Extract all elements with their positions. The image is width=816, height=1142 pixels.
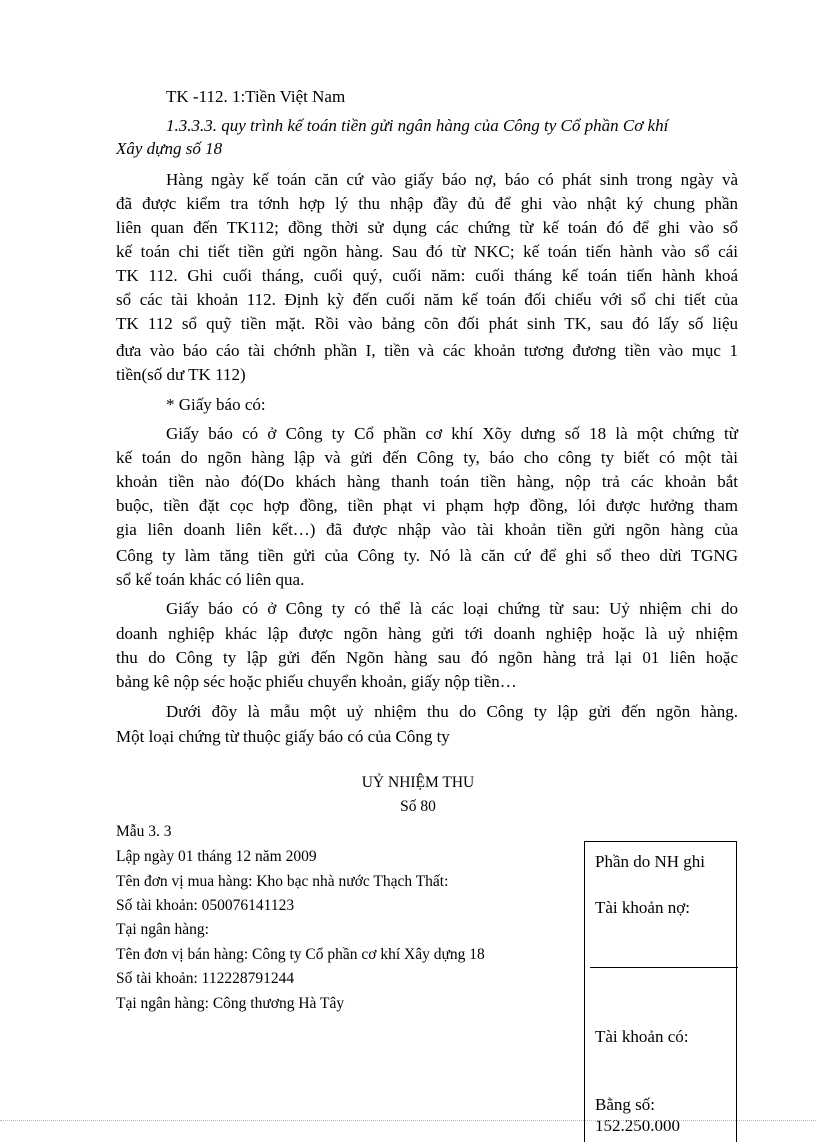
paragraph-line: kế toán chi tiết tiền gửi ngõn hàng. Sau đó từ NKC; kế toán tiến hành vào sổ cái [116, 242, 738, 261]
form-buyer-bank: Tại ngân hàng: [116, 921, 209, 938]
paragraph-line: Giấy báo có ở Công ty Cổ phần cơ khí Xõy dưng số 18 là một chứng từ [166, 424, 738, 443]
form-title: UỶ NHIỆM THU [361, 774, 475, 791]
paragraph-line: Một loại chứng từ thuộc giấy báo có của Công ty [116, 727, 450, 746]
paragraph-line: sổ kế toán khác có liên qua. [116, 570, 305, 589]
section-heading-line-2: Xây dựng số 18 [116, 139, 223, 158]
account-line: TK -112. 1:Tiền Việt Nam [166, 87, 346, 106]
form-template: Mẫu 3. 3 [116, 823, 172, 840]
paragraph-line: gia liên doanh liên kết…) đã được nhập vào tài khoản tiền gửi ngõn hàng của [116, 520, 738, 539]
amount-value: 152.250.000 [595, 1116, 680, 1135]
form-buyer-account: Số tài khoản: 050076141123 [116, 897, 295, 914]
paragraph-line: Dưới đõy là mẫu một uỷ nhiệm thu do Công ty lập gửi đến ngõn hàng. [166, 702, 738, 721]
page-bottom-border [0, 1120, 816, 1121]
paragraph-line: doanh nghiệp khác lập được ngõn hàng gửi tới doanh nghiệp hoặc là uỷ nhiệm [116, 624, 738, 643]
credit-account-label: Tài khoản có: [595, 1027, 689, 1046]
paragraph-line: sổ các tài khoản 112. Định kỳ đến cuối năm kế toán đối chiếu với sổ chi tiết của [116, 290, 738, 309]
paragraph-line: đưa vào báo cáo tài chớnh phần I, tiền và các khoản tương đương tiền vào mục 1 [116, 341, 738, 360]
bank-section-header: Phần do NH ghi [595, 852, 706, 871]
form-seller-bank: Tại ngân hàng: Công thương Hà Tây [116, 995, 345, 1012]
form-buyer: Tên đơn vị mua hàng: Kho bạc nhà nước Thạch Thất: [116, 873, 449, 890]
amount-label: Bằng số: [595, 1095, 655, 1114]
paragraph-line: khoản tiền nào đó(Do khách hàng thanh toán tiền hàng, nộp trả các khoản bắt [116, 472, 738, 491]
paragraph-line: thu do Công ty lập gửi đến Ngõn hàng sau đó ngõn hàng trả lại 01 liên hoặc [116, 648, 738, 667]
paragraph-line: bảng kê nộp séc hoặc phiếu chuyển khoản, giấy nộp tiền… [116, 672, 517, 691]
subheading: * Giấy báo có: [166, 395, 266, 414]
form-date: Lập ngày 01 tháng 12 năm 2009 [116, 848, 317, 865]
form-seller: Tên đơn vị bán hàng: Công ty Cổ phần cơ khí Xây dựng 18 [116, 946, 485, 963]
paragraph-line: TK 112. Ghi cuối tháng, cuối quý, cuối năm: cuối tháng kế toán tiến hành khoá [116, 266, 738, 285]
paragraph-line: buộc, tiền đặt cọc hợp đồng, tiền phạt vi phạm hợp đồng, lói được hưởng tham [116, 496, 738, 515]
paragraph-line: tiền(số dư TK 112) [116, 365, 246, 384]
section-heading-line-1: 1.3.3.3. quy trình kế toán tiền gửi ngân hàng của Công ty Cổ phần Cơ khí [166, 116, 669, 135]
paragraph-line: Công ty làm tăng tiền gửi của Công ty. Nó là căn cứ để ghi sổ theo dừi TGNG [116, 546, 738, 565]
form-number: Số 80 [400, 798, 436, 815]
debit-account-label: Tài khoản nợ: [595, 898, 690, 917]
paragraph-line: kế toán do ngõn hàng lập và gửi đến Công ty, báo cho công ty biết có một tài [116, 448, 738, 467]
paragraph-line: TK 112 sổ quỹ tiền mặt. Rồi vào bảng cõn đối phát sinh TK, sau đó lấy số liệu [116, 314, 738, 333]
bank-section-divider [590, 967, 738, 968]
form-seller-account: Số tài khoản: 112228791244 [116, 970, 295, 987]
paragraph-line: Hàng ngày kế toán căn cứ vào giấy báo nợ, báo có phát sinh trong ngày và [166, 170, 738, 189]
paragraph-line: liên quan đến TK112; đồng thời sử dụng các chứng từ kế toán đó để ghi vào sổ [116, 218, 738, 237]
paragraph-line: Giấy báo có ở Công ty có thể là các loại chứng từ sau: Uỷ nhiệm chi do [166, 599, 738, 618]
paragraph-line: đã được kiểm tra tớnh hợp lý thu nhập đầy đủ để ghi vào nhật ký chung phần [116, 194, 738, 213]
